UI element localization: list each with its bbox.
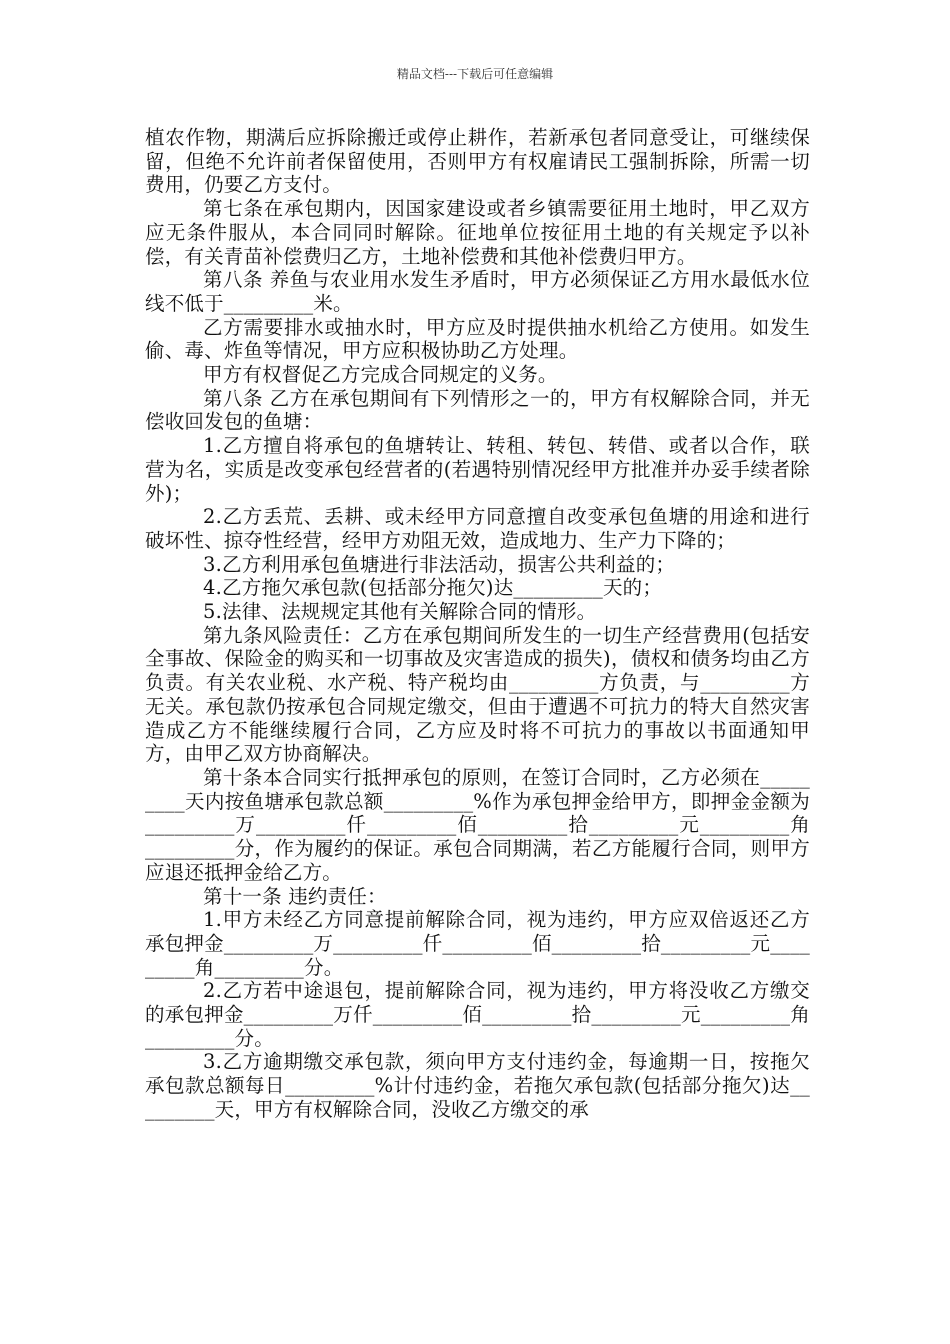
paragraph-supervise: 甲方有权督促乙方完成合同规定的义务。 bbox=[203, 363, 558, 387]
document-body bbox=[145, 126, 810, 1122]
list-item-2: 2.乙方丢荒、丢耕、或未经甲方同意擅自改变承包鱼塘的用途和进行破坏性、掠夺性经营，经甲方劝阻无效，造成地力、生产力下降的； bbox=[145, 505, 810, 552]
paragraph-article-10: 第十条本合同实行抵押承包的原则，在签订合同时，乙方必须在_________天内按鱼塘承包款总额_________%作为承包押金给甲方，即押金金额为_________万_________仟_________佰_________拾_________元_________角_________分，作为履约的保证。承包合同期满，若乙方能履行合同，则甲方应退还抵押金给乙方。 bbox=[145, 765, 810, 884]
breach-item-3: 3.乙方逾期缴交承包款，须向甲方支付违约金，每逾期一日，按拖欠承包款总额每日_________%计付违约金，若拖欠承包款(包括部分拖欠)达_________天，甲方有权解除合同，没收乙方缴交的承 bbox=[145, 1050, 810, 1121]
page-header: 精品文档---下载后可任意编辑 bbox=[396, 67, 554, 81]
paragraph-article-11-title: 第十一条 违约责任： bbox=[203, 884, 387, 908]
paragraph-article-7: 第七条在承包期内，因国家建设或者乡镇需要征用土地时，甲乙双方应无条件服从，本合同同时解除。征地单位按征用土地的有关规定予以补偿，有关青苗补偿费归乙方，土地补偿费和其他补偿费归甲方。 bbox=[145, 197, 810, 268]
list-item-5: 5.法律、法规规定其他有关解除合同的情形。 bbox=[203, 600, 597, 624]
breach-item-1: 1.甲方未经乙方同意提前解除合同，视为违约，甲方应双倍返还乙方承包押金_________万_________仟_________佰_________拾_________元_________角_________分。 bbox=[145, 908, 810, 979]
list-item-1: 1.乙方擅自将承包的鱼塘转让、转租、转包、转借、或者以合作，联营为名，实质是改变承包经营者的(若遇特别情况经甲方批准并办妥手续者除外)； bbox=[145, 434, 810, 505]
paragraph-article-8-water: 第八条 养鱼与农业用水发生矛盾时，甲方必须保证乙方用水最低水位线不低于_________米。 bbox=[145, 268, 810, 315]
list-item-3: 3.乙方利用承包鱼塘进行非法活动，损害公共利益的； bbox=[203, 552, 676, 576]
paragraph-drainage: 乙方需要排水或抽水时，甲方应及时提供抽水机给乙方使用。如发生偷、毒、炸鱼等情况，甲方应积极协助乙方处理。 bbox=[145, 315, 810, 363]
breach-item-2: 2.乙方若中途退包，提前解除合同，视为违约，甲方将没收乙方缴交的承包押金_________万仟_________佰_________拾_________元_________角_________分。 bbox=[145, 979, 810, 1050]
paragraph-article-9: 第九条风险责任：乙方在承包期间所发生的一切生产经营费用(包括安全事故、保险金的购买和一切事故及灾害造成的损失)，债权和债务均由乙方负责。有关农业税、水产税、特产税均由_________方负责，与_________方无关。承包款仍按承包合同规定缴交，但由于遭遇不可抗力的特大自然灾害造成乙方不能继续履行合同，乙方应及时将不可抗力的事故以书面通知甲方，由甲乙双方协商解决。 bbox=[145, 623, 810, 766]
list-item-4: 4.乙方拖欠承包款(包括部分拖欠)达_________天的； bbox=[203, 576, 663, 600]
paragraph-article-8-termination: 第八条 乙方在承包期间有下列情形之一的，甲方有权解除合同，并无偿收回发包的鱼塘： bbox=[145, 386, 810, 434]
paragraph-1: 植农作物，期满后应拆除搬迁或停止耕作，若新承包者同意受让，可继续保留，但绝不允许前者保留使用，否则甲方有权雇请民工强制拆除，所需一切费用，仍要乙方支付。 bbox=[145, 126, 810, 197]
